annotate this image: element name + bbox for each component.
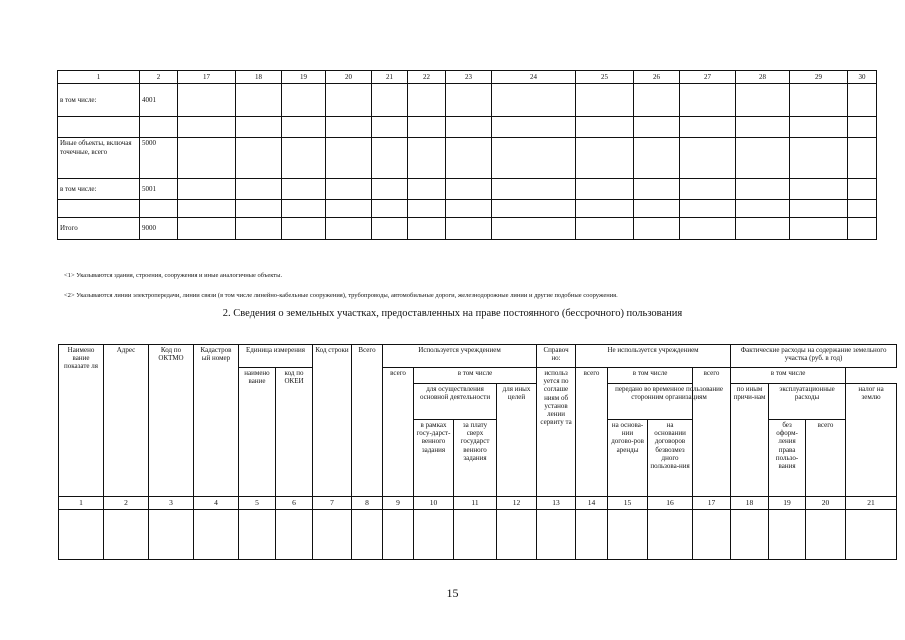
- column-number: 19: [769, 496, 806, 509]
- header-expenses: Фактические расходы на содержание земельного участка (руб. в год): [731, 345, 897, 368]
- row-label: Иные объекты, включая точечные, всего: [58, 138, 140, 179]
- column-number: 10: [414, 496, 454, 509]
- header-transferred: передано во временное пользование сторонним организациям: [608, 384, 731, 420]
- page-number: 15: [446, 586, 459, 600]
- table1-header-cell: 1: [58, 71, 140, 84]
- table-row: [58, 218, 877, 240]
- table1-header-cell: 19: [282, 71, 326, 84]
- header-including: в том числе: [608, 368, 693, 384]
- row-code: [140, 117, 178, 138]
- header-cadastral: Кадастров ый номер: [194, 345, 239, 497]
- table-row: [58, 138, 877, 179]
- table1-header-cell: 20: [326, 71, 372, 84]
- row-label: [58, 200, 140, 218]
- header-not-used-total: всего: [576, 368, 608, 497]
- column-number: 4: [194, 496, 239, 509]
- table1-header-cell: 17: [178, 71, 236, 84]
- header-not-used: Не используется учреждением: [576, 345, 731, 368]
- row-code: 5000: [140, 138, 178, 179]
- row-label: в том числе:: [58, 179, 140, 200]
- header-other-reasons: по иным причи-нам: [731, 384, 769, 497]
- header-total: Всего: [352, 345, 383, 497]
- header-expenses-total: всего: [693, 368, 731, 497]
- table1-header-cell: 21: [372, 71, 408, 84]
- header-used-total: всего: [383, 368, 414, 497]
- column-number: 9: [383, 496, 414, 509]
- header-free-use: на основании договоров безвозмез дного пользова-ния: [648, 420, 693, 497]
- header-address: Адрес: [104, 345, 149, 497]
- row-code: [140, 200, 178, 218]
- table1-header-row: [58, 71, 877, 84]
- column-numbers-row: [59, 496, 897, 509]
- header-including: в том числе: [414, 368, 537, 384]
- header-main-activity: для осуществления основной деятельности: [414, 384, 497, 420]
- land-plots-table: [58, 344, 897, 560]
- footnote-1: <1> Указываются здания, строения, сооружения и иные аналогичные объекты.: [64, 272, 283, 279]
- row-code: 4001: [140, 84, 178, 117]
- table1-header-cell: 29: [790, 71, 848, 84]
- header-no-rights: без оформ-ления права пользо-вания: [769, 420, 806, 497]
- header-used: Используется учреждением: [383, 345, 537, 368]
- row-label: [58, 117, 140, 138]
- header-other-purposes: для иных целей: [497, 384, 537, 497]
- header-unit-okei: код по ОКЕИ: [276, 368, 313, 497]
- footnote-2: <2> Указываются линии электропередачи, линии связи (в том числе линейно-кабельные сооружения), трубопроводы, автомобильные дороги, железнодорожные линии и другие подобные сооружения.: [64, 292, 618, 299]
- header-op-total: всего: [806, 420, 846, 497]
- table1-header-cell: 18: [236, 71, 282, 84]
- row-code: 5001: [140, 179, 178, 200]
- header-lease: на основа-нии догово-ров аренды: [608, 420, 648, 497]
- column-number: 17: [693, 496, 731, 509]
- column-number: 8: [352, 496, 383, 509]
- column-number: 16: [648, 496, 693, 509]
- row-label: Итого: [58, 218, 140, 240]
- header-operating-expenses: эксплуатационные расходы: [769, 384, 846, 420]
- column-number: 7: [313, 496, 352, 509]
- header-name: Наимено вание показате ля: [59, 345, 104, 497]
- header-row-code: Код строки: [313, 345, 352, 497]
- column-number: 2: [104, 496, 149, 509]
- table1-header-cell: 22: [408, 71, 446, 84]
- table1-header-cell: 27: [680, 71, 736, 84]
- column-number: 6: [276, 496, 313, 509]
- column-number: 15: [608, 496, 648, 509]
- column-number: 5: [239, 496, 276, 509]
- header-unit: Единица измерения: [239, 345, 313, 368]
- header-reference: Справоч но:: [537, 345, 576, 368]
- table1-header-cell: 25: [576, 71, 634, 84]
- column-number: 21: [846, 496, 897, 509]
- table1-header-cell: 23: [446, 71, 492, 84]
- table-row: [58, 200, 877, 218]
- table-row: [58, 117, 877, 138]
- header-including: в том числе: [731, 368, 846, 384]
- header-land-tax: налог на землю: [846, 384, 897, 497]
- header-unit-name: наимено вание: [239, 368, 276, 497]
- header-servitude: использ уется по соглаше ниям об установ лении сервиту та: [537, 368, 576, 497]
- column-number: 18: [731, 496, 769, 509]
- table1-header-cell: 2: [140, 71, 178, 84]
- column-number: 13: [537, 496, 576, 509]
- column-number: 1: [59, 496, 104, 509]
- table-row: [58, 84, 877, 117]
- column-number: 3: [149, 496, 194, 509]
- table1-header-cell: 28: [736, 71, 790, 84]
- table2-header-row: [59, 345, 897, 368]
- header-state-task: в рамках госу-дарст-венного задания: [414, 420, 454, 497]
- table-row: [58, 179, 877, 200]
- row-label: в том числе:: [58, 84, 140, 117]
- objects-table: [57, 70, 877, 240]
- header-paid: за плату сверх государст венного задания: [454, 420, 497, 497]
- column-number: 14: [576, 496, 608, 509]
- section-title: 2. Сведения о земельных участках, предоставленных на праве постоянного (бессрочного) пользования: [222, 308, 683, 319]
- header-oktmo: Код по ОКТМО: [149, 345, 194, 497]
- row-code: 9000: [140, 218, 178, 240]
- table1-header-cell: 24: [492, 71, 576, 84]
- column-number: 11: [454, 496, 497, 509]
- column-number: 20: [806, 496, 846, 509]
- table-row: [59, 509, 897, 559]
- table1-header-cell: 30: [848, 71, 877, 84]
- column-number: 12: [497, 496, 537, 509]
- table1-header-cell: 26: [634, 71, 680, 84]
